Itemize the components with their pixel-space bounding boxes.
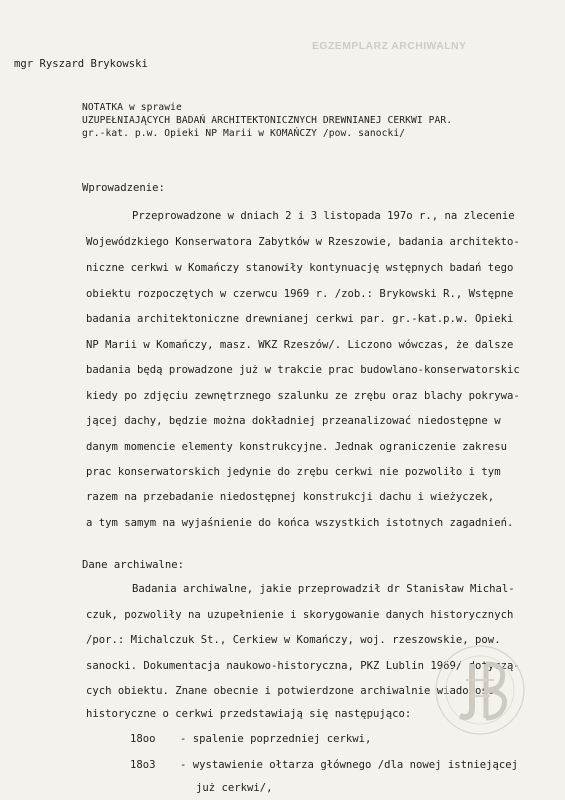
chronology-text: - wystawienie ołtarza głównego /dla nowej istniejącej (180, 759, 519, 771)
archive-stamp: EGZEMPLARZ ARCHIWALNY (312, 40, 467, 52)
intro-line: niczne cerkwi w Komańczy stanowiły kontynuację wstępnych badań tego (86, 262, 514, 274)
note-title-line2: UZUPEŁNIAJĄCYCH BADAŃ ARCHITEKTONICZNYCH DREWNIANEJ CERKWI PAR. (82, 115, 453, 126)
intro-line: prac konserwatorskich jedynie do zrębu cerkwi nie pozwoliło i tym (86, 466, 501, 478)
chronology-year: 18oo (130, 733, 156, 745)
archival-line: /por.: Michalczuk St., Cerkiew w Komańczy, woj. rzeszowskie, pow. (86, 634, 501, 646)
intro-line: Wojewódzkiego Konserwatora Zabytków w Rzeszowie, badania architekto- (86, 236, 520, 248)
archival-line: sanocki. Dokumentacja naukowo-historyczna, PKZ Lublin 1969/ dotyczą- (86, 660, 520, 672)
archival-line: czuk, pozwoliły na uzupełnienie i skorygowanie danych historycznych (86, 609, 514, 621)
note-title-line3: gr.-kat. p.w. Opieki NP Marii w KOMAŃCZY /pow. sanocki/ (82, 128, 406, 139)
archive-watermark-seal (430, 640, 530, 740)
chronology-year: 18o3 (130, 759, 156, 771)
intro-line: Przeprowadzone w dniach 2 i 3 listopada 197o r., na zlecenie (132, 210, 515, 222)
intro-line: kiedy po zdjęciu zewnętrznego szalunku ze zrębu oraz blachy pokrywa- (86, 390, 520, 402)
intro-line: badania będą prowadzone już w trakcie prac budowlano-konserwatorskic (86, 364, 520, 376)
archival-line: cych obiektu. Znane obecnie i potwierdzone archiwalnie wiadomości (86, 685, 501, 697)
intro-line: danym momencie elementy konstrukcyjne. Jednak ograniczenie zakresu (86, 441, 507, 453)
chronology-text: - spalenie poprzedniej cerkwi, (180, 733, 372, 745)
intro-line: jącej dachy, będzie można dokładniej przeanalizować niedostępne w (86, 415, 501, 427)
archival-line: historyczne o cerkwi przedstawiają się następująco: (86, 708, 412, 720)
chronology-text: już cerkwi/, (196, 782, 273, 794)
intro-line: badania architektoniczne drewnianej cerkwi par. gr.-kat.p.w. Opieki (86, 313, 514, 325)
note-title-line1: NOTATKA w sprawie (82, 102, 182, 113)
archival-line: Badania archiwalne, jakie przeprowadził dr Stanisław Michal- (132, 583, 515, 595)
author-name: mgr Ryszard Brykowski (14, 58, 148, 70)
intro-line: razem na przebadanie niedostępnej konstrukcji dachu i wieżyczek, (86, 491, 495, 503)
intro-line: NP Marii w Komańczy, masz. WKZ Rzeszów/. Liczono wówczas, że dalsze (86, 339, 514, 351)
section-heading-archival-data: Dane archiwalne: (82, 559, 185, 571)
intro-line: a tym samym na wyjaśnienie do końca wszystkich istotnych zagadnień. (86, 517, 514, 529)
section-heading-introduction: Wprowadzenie: (82, 182, 165, 194)
intro-line: obiektu rozpoczętych w czerwcu 1969 r. /zob.: Brykowski R., Wstępne (86, 288, 514, 300)
